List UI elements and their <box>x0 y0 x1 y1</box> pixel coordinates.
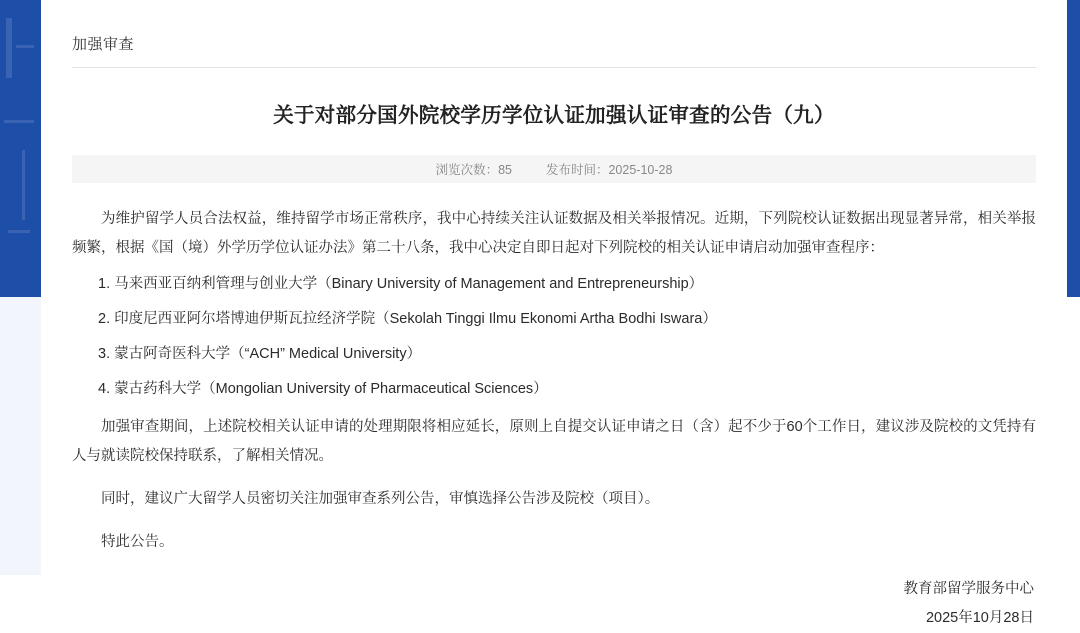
paragraph-intro: 为维护留学人员合法权益，维持留学市场正常秩序，我中心持续关注认证数据及相关举报情况。近期，下列院校认证数据出现显著异常，相关举报频繁，根据《国（境）外学历学位认证办法》第二十八条，我中心决定自即日起对下列院校的相关认证申请启动加强审查程序： <box>72 211 1036 256</box>
header-divider <box>72 67 1036 68</box>
list-item: 3. 蒙古阿奇医科大学（“ACH” Medical University） <box>98 346 422 362</box>
document-content <box>41 0 1067 626</box>
decorative-shape <box>8 230 30 233</box>
list-item: 1. 马来西亚百纳利管理与创业大学（Binary University of Management and Entrepreneurship） <box>98 276 704 292</box>
document-body <box>72 205 1036 633</box>
page-title: 关于对部分国外院校学历学位认证加强认证审查的公告（九） <box>273 104 835 127</box>
publish-date: 发布时间：2025-10-28 <box>545 163 673 177</box>
decorative-shape <box>4 120 34 123</box>
signature-block <box>72 575 1036 633</box>
paragraph-advice: 同时，建议广大留学人员密切关注加强审查系列公告，审慎选择公告涉及院校（项目）。 <box>101 491 660 507</box>
meta-bar <box>72 155 1036 183</box>
decorative-shape <box>22 150 25 220</box>
paragraph-review-period: 加强审查期间，上述院校相关认证申请的处理期限将相应延长，原则上自提交认证申请之日（含）起不少于60个工作日，建议涉及院校的文凭持有人与就读院校保持联系，了解相关情况。 <box>72 419 1036 464</box>
paragraph-closing: 特此公告。 <box>101 534 174 550</box>
decorative-shape <box>6 18 12 78</box>
signature-org: 教育部留学服务中心 <box>903 581 1034 597</box>
institution-list <box>72 273 1036 400</box>
decorative-left-lower <box>0 297 41 575</box>
breadcrumb[interactable]: 加强审查 <box>72 36 135 53</box>
list-item: 2. 印度尼西亚阿尔塔博迪伊斯瓦拉经济学院（Sekolah Tinggi Ilmu Ekonomi Artha Bodhi Iswara） <box>98 311 717 327</box>
list-item: 4. 蒙古药科大学（Mongolian University of Pharmaceutical Sciences） <box>98 381 548 397</box>
decorative-right-lower <box>1067 297 1080 575</box>
view-count: 浏览次数：85 <box>435 163 512 177</box>
decorative-shape <box>16 45 34 48</box>
signature-date: 2025年10月28日 <box>925 610 1034 626</box>
